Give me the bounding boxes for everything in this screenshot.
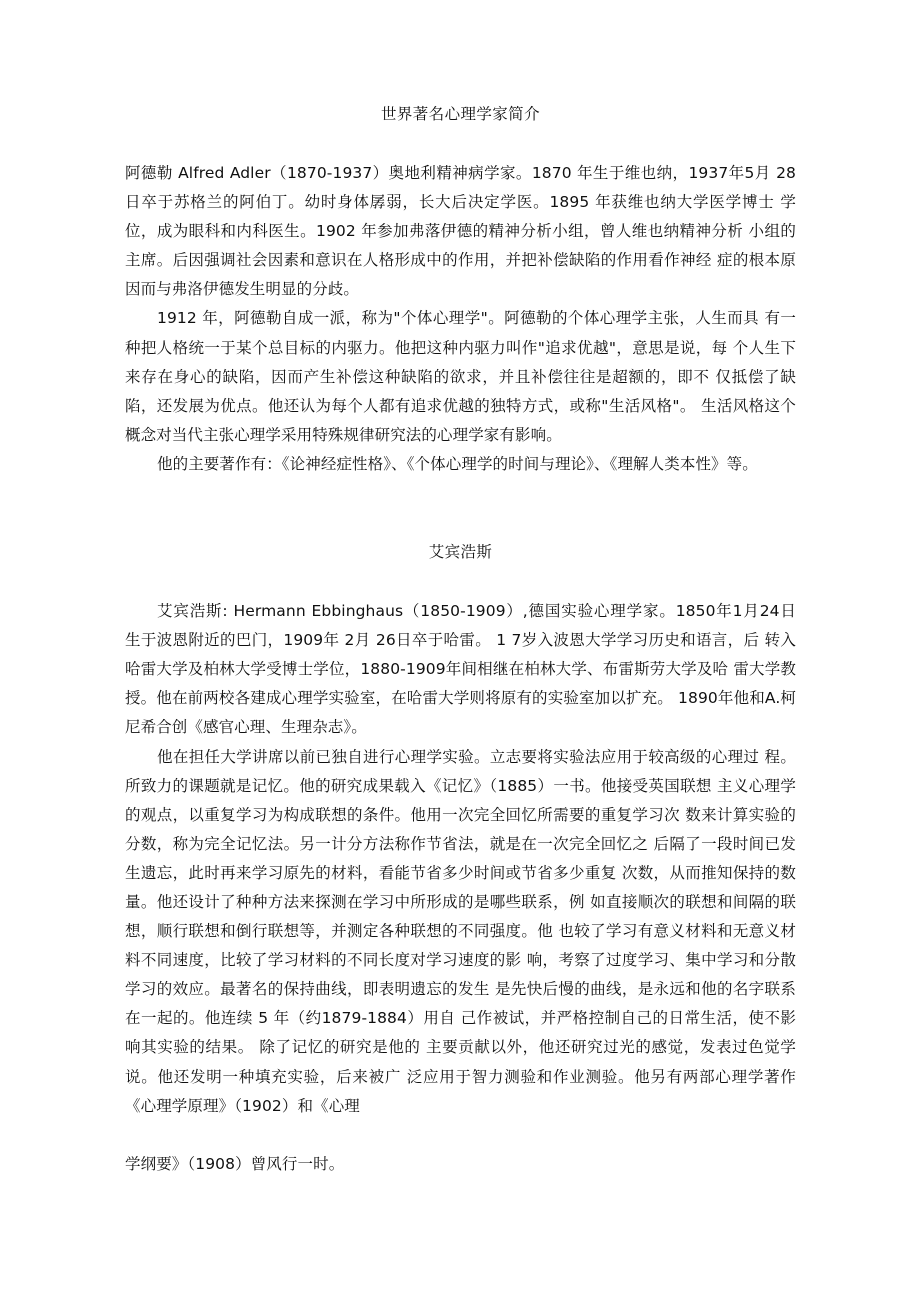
page-title: 世界著名心理学家简介 — [380, 105, 540, 123]
paragraph-ebbinghaus-outline: 学纲要》（1908）曾风行一时。 — [125, 1154, 345, 1173]
title-spacer — [125, 129, 796, 159]
paragraph-adler-individual-psychology: 1912 年，阿德勒自成一派，称为"个体心理学"。阿德勒的个体心理学主张，人生而具 有一种把人格统一于某个总目标的内驱力。他把这种内驱力叫作"追求优越"，意思是说，每 个人生下来存在身心的缺陷，因而产生补偿这种缺陷的欲求，并且补偿往往是超额的，即不 仅抵偿了缺陷，还发展为优点。他还认为每个人都有追求优越的独特方式，或称"生活风格"。 生活风格这个概念对当代主张心理学采用特殊规律研究法的心理学家有影响。 — [125, 309, 796, 444]
section-heading-ebbinghaus: 艾宾浩斯 — [428, 543, 493, 562]
paragraph-spacer — [125, 1121, 796, 1150]
paragraph-ebbinghaus-research: 他在担任大学讲席以前已独自进行心理学实验。立志要将实验法应用于较高级的心理过 程。所致力的课题就是记忆。他的研究成果载入《记忆》（1885）一书。他接受英国联想 主义心理学的观点，以重复学习为构成联想的条件。他用一次完全回忆所需要的重复学习次 数来计算实验的分数，称为完全记忆法。另一计分方法称作节省法，就是在一次完全回忆之 后隔了一段时间已发生遗忘，此时再来学习原先的材料，看能节省多少时间或节省多少重复 次数，从而推知保持的数量。他还设计了种种方法来探测在学习中所形成的是哪些联系，例 如直接顺次的联想和间隔的联想，顺行联想和倒行联想等，并测定各种联想的不同强度。他 也较了学习有意义材料和无意义材料不同速度，比较了学习材料的不同长度对学习速度的影 响，考察了过度学习、集中学习和分散学习的效应。最著名的保持曲线，即表明遗忘的发生 是先快后慢的曲线，是永远和他的名字联系在一起的。他连续 5 年（约1879-1884）用自 己作被试，并严格控制自己的日常生活，使不影响其实验的结果。 除了记忆的研究是他的 主要贡献以外，他还研究过光的感觉，发表过色觉学说。他还发明一种填充实验，后来被广 泛应用于智力测验和作业测验。他另有两部心理学著作《心理学原理》（1902）和《心理 — [125, 747, 796, 1115]
heading-spacer — [125, 567, 796, 597]
paragraph-adler-works: 他的主要著作有：《论神经症性格》、《个体心理学的时间与理论》、《理解人类本性》等。 — [157, 454, 758, 473]
document-content — [125, 100, 796, 1179]
paragraph-ebbinghaus-intro: 艾宾浩斯: Hermann Ebbinghaus（1850-1909）,德国实验心理学家。1850年1月24日 生于波恩附近的巴门，1909年 2月 26日卒于哈雷。 1 7岁入波恩大学学习历史和语言，后 转入哈雷大学及柏林大学受博士学位，1880-1909年间相继在柏林大学、布雷斯劳大学及哈 雷大学教授。他在前两校各建成心理学实验室，在哈雷大学则将原有的实验室加以扩充。 1890年他和A.柯尼希合创《感官心理、生理杂志》。 — [125, 602, 796, 737]
paragraph-adler-intro: 阿德勒 Alfred Adler（1870-1937）奥地利精神病学家。1870 年生于维也纳，1937年5月 28 日卒于苏格兰的阿伯丁。幼时身体孱弱，长大后决定学医。1895 年获维也纳大学医学博士 学位，成为眼科和内科医生。1902 年参加弗落伊德的精神分析小组，曾人维也纳精神分析 小组的主席。后因强调社会因素和意识在人格形成中的作用，并把补偿缺陷的作用看作神经 症的根本原因而与弗洛伊德发生明显的分歧。 — [125, 164, 796, 299]
section-spacer — [125, 479, 796, 538]
